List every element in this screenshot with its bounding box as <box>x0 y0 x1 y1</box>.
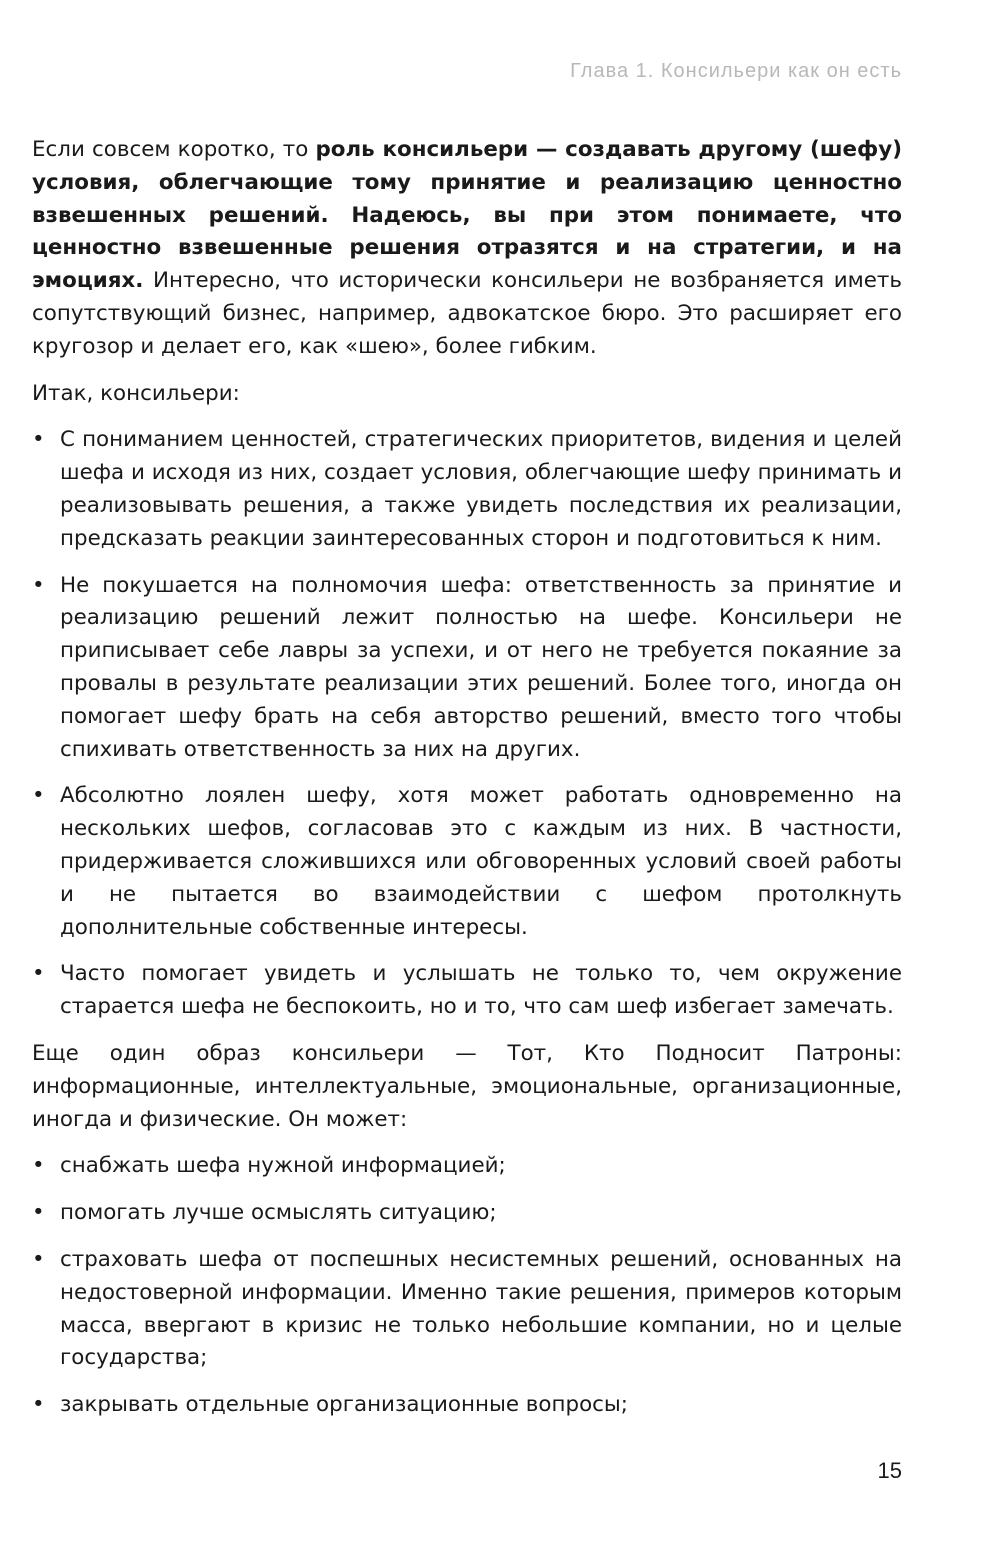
consigliere-traits-list <box>32 424 902 1024</box>
paragraph-intro-lead: Если совсем коротко, то <box>32 137 316 162</box>
list-item <box>32 1197 902 1230</box>
page-body <box>32 134 902 1436</box>
bullet-icon: • <box>32 1392 45 1418</box>
bullet-icon: • <box>32 1246 45 1272</box>
list-item <box>32 958 902 1024</box>
bullet-icon: • <box>32 1200 45 1226</box>
paragraph-intro-rest: Интересно, что исторически консильери не возбраняется иметь сопутствующий бизнес, например, адвокатское бюро. Это расширяет его кругозор и делает его, как «шею», более гибким. <box>32 268 902 359</box>
paragraph-patrons: Еще один образ консильери — Тот, Кто Подносит Патроны: информационные, интеллектуальные, эмоциональные, организационные, иногда и физические. Он может: <box>32 1040 902 1132</box>
book-page <box>32 0 902 1545</box>
list-item-text: Не покушается на полномочия шефа: ответственность за принятие и реализацию решений лежит полностью на шефе. Консильери не приписывает себе лавры за успехи, и от него не требуется покаяние за провалы в результате реализации этих решений. Более того, иногда он помогает шефу брать на себя авторство решений, вместо того чтобы спихивать ответственность за них на других. <box>60 572 902 762</box>
bullet-icon: • <box>32 1153 45 1179</box>
list-item <box>32 1244 902 1375</box>
list-item <box>32 780 902 944</box>
list-item-text: С пониманием ценностей, стратегических приоритетов, видения и целей шефа и исходя из них, создает условия, облегчающие шефу принимать и реализовывать решения, а также увидеть последствия их реализации, предсказать реакции заинтересованных сторон и подготовиться к ним. <box>60 427 902 551</box>
list-item-text: Часто помогает увидеть и услышать не только то, чем окружение старается шефа не беспокоить, но и то, что сам шеф избегает замечать. <box>60 961 902 1020</box>
bullet-icon: • <box>32 572 45 598</box>
paragraph-itak: Итак, консильери: <box>32 380 240 406</box>
consigliere-abilities-list <box>32 1150 902 1422</box>
list-item-text: страховать шефа от поспешных несистемных решений, основанных на недостоверной информации. Именно такие решения, примеров которым масса, ввергают в кризис не только небольшие компании, но и целые государства; <box>60 1246 902 1371</box>
paragraph-intro <box>32 134 902 364</box>
running-head: Глава 1. Консильери как он есть <box>570 60 902 82</box>
list-item-text: помогать лучше осмыслять ситуацию; <box>60 1200 497 1226</box>
bullet-icon: • <box>32 427 45 453</box>
list-item <box>32 1389 902 1422</box>
paragraph-intro-bold: роль консильери — создавать другому (шефу) условия, облегчающие тому принятие и реализацию ценностно взвешенных решений. Надеюсь, вы при этом понимаете, что ценностно взвешенные решения отразятся и на стратегии, и на эмоциях. <box>32 137 902 294</box>
list-item-text: Абсолютно лоялен шефу, хотя может работать одновременно на нескольких шефов, согласовав это с каждым из них. В частности, придерживается сложившихся или обговоренных условий своей работы и не пытается во взаимодействии с шефом протолкнуть дополнительные собственные интересы. <box>60 783 902 940</box>
bullet-icon: • <box>32 783 45 809</box>
bullet-icon: • <box>32 961 45 987</box>
list-item-text: закрывать отдельные организационные вопросы; <box>60 1392 629 1418</box>
list-item <box>32 570 902 767</box>
list-item <box>32 424 902 555</box>
list-item <box>32 1150 902 1183</box>
list-item-text: снабжать шефа нужной информацией; <box>60 1153 506 1179</box>
page-number: 15 <box>877 1458 902 1483</box>
